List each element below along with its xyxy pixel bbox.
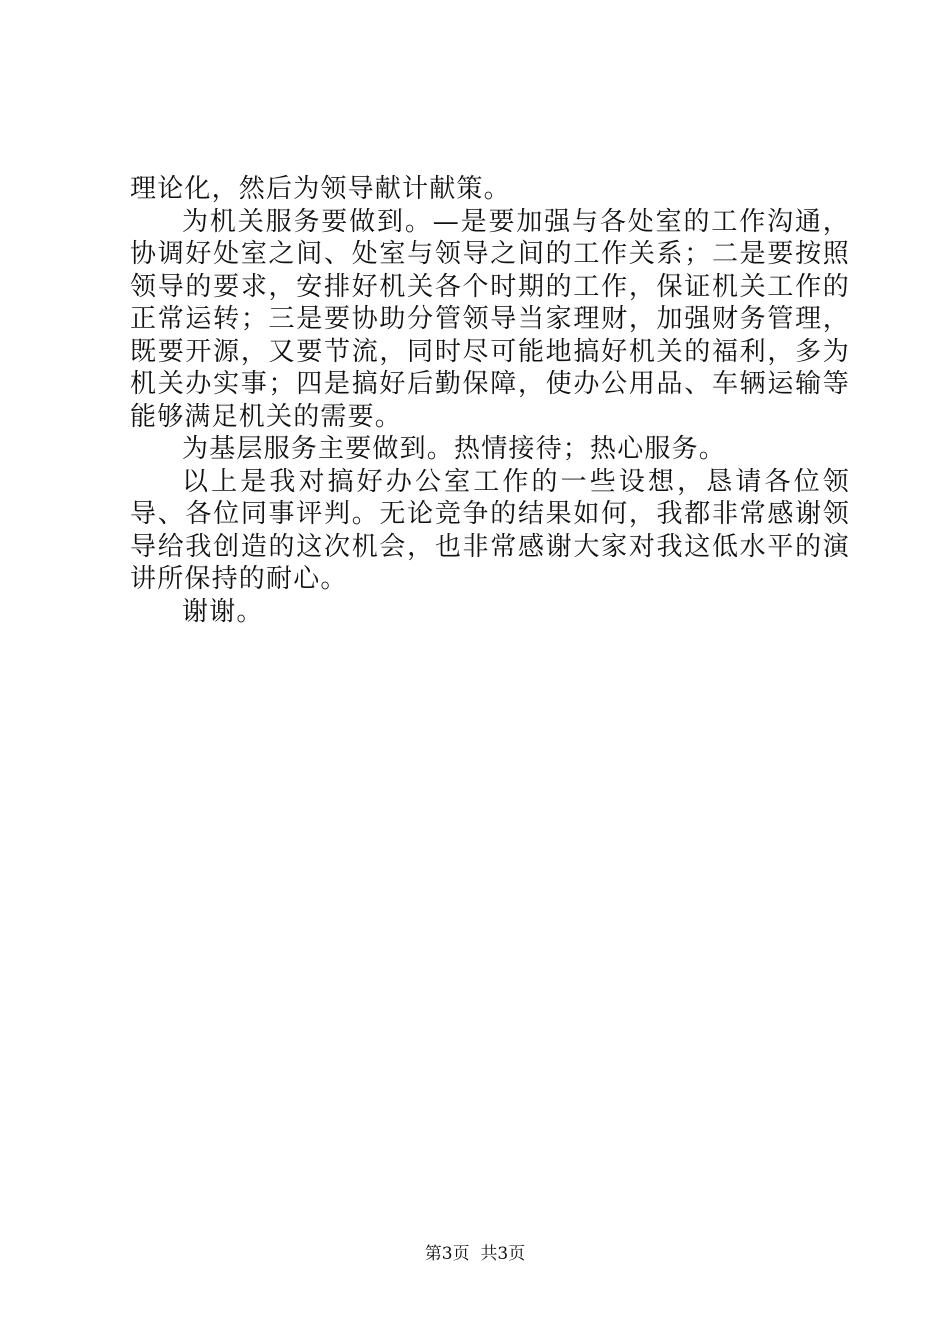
paragraph-4: 以上是我对搞好办公室工作的一些设想，恳请各位领导、各位同事评判。无论竞争的结果如何，我都非常感谢领导给我创造的这次机会，也非常感谢大家对我这低水平的演讲所保持的耐心。 xyxy=(130,466,850,594)
paragraph-2: 为机关服务要做到。—是要加强与各处室的工作沟通，协调好处室之间、处室与领导之间的工作关系；二是要按照领导的要求，安排好机关各个时期的工作，保证机关工作的正常运转；三是要协助分管领导当家理财，加强财务管理，既要开源，又要节流，同时尽可能地搞好机关的福利，多为机关办实事；四是搞好后勤保障，使办公用品、车辆运输等能够满足机关的需要。 xyxy=(130,206,850,432)
paragraph-5: 谢谢。 xyxy=(182,596,264,627)
document-body xyxy=(130,173,850,628)
page-footer: 第3页 共3页 xyxy=(424,1244,526,1264)
paragraph-1: 理论化，然后为领导献计献策。 xyxy=(130,174,511,204)
paragraph-3: 为基层服务主要做到。热情接待；热心服务。 xyxy=(182,434,727,464)
